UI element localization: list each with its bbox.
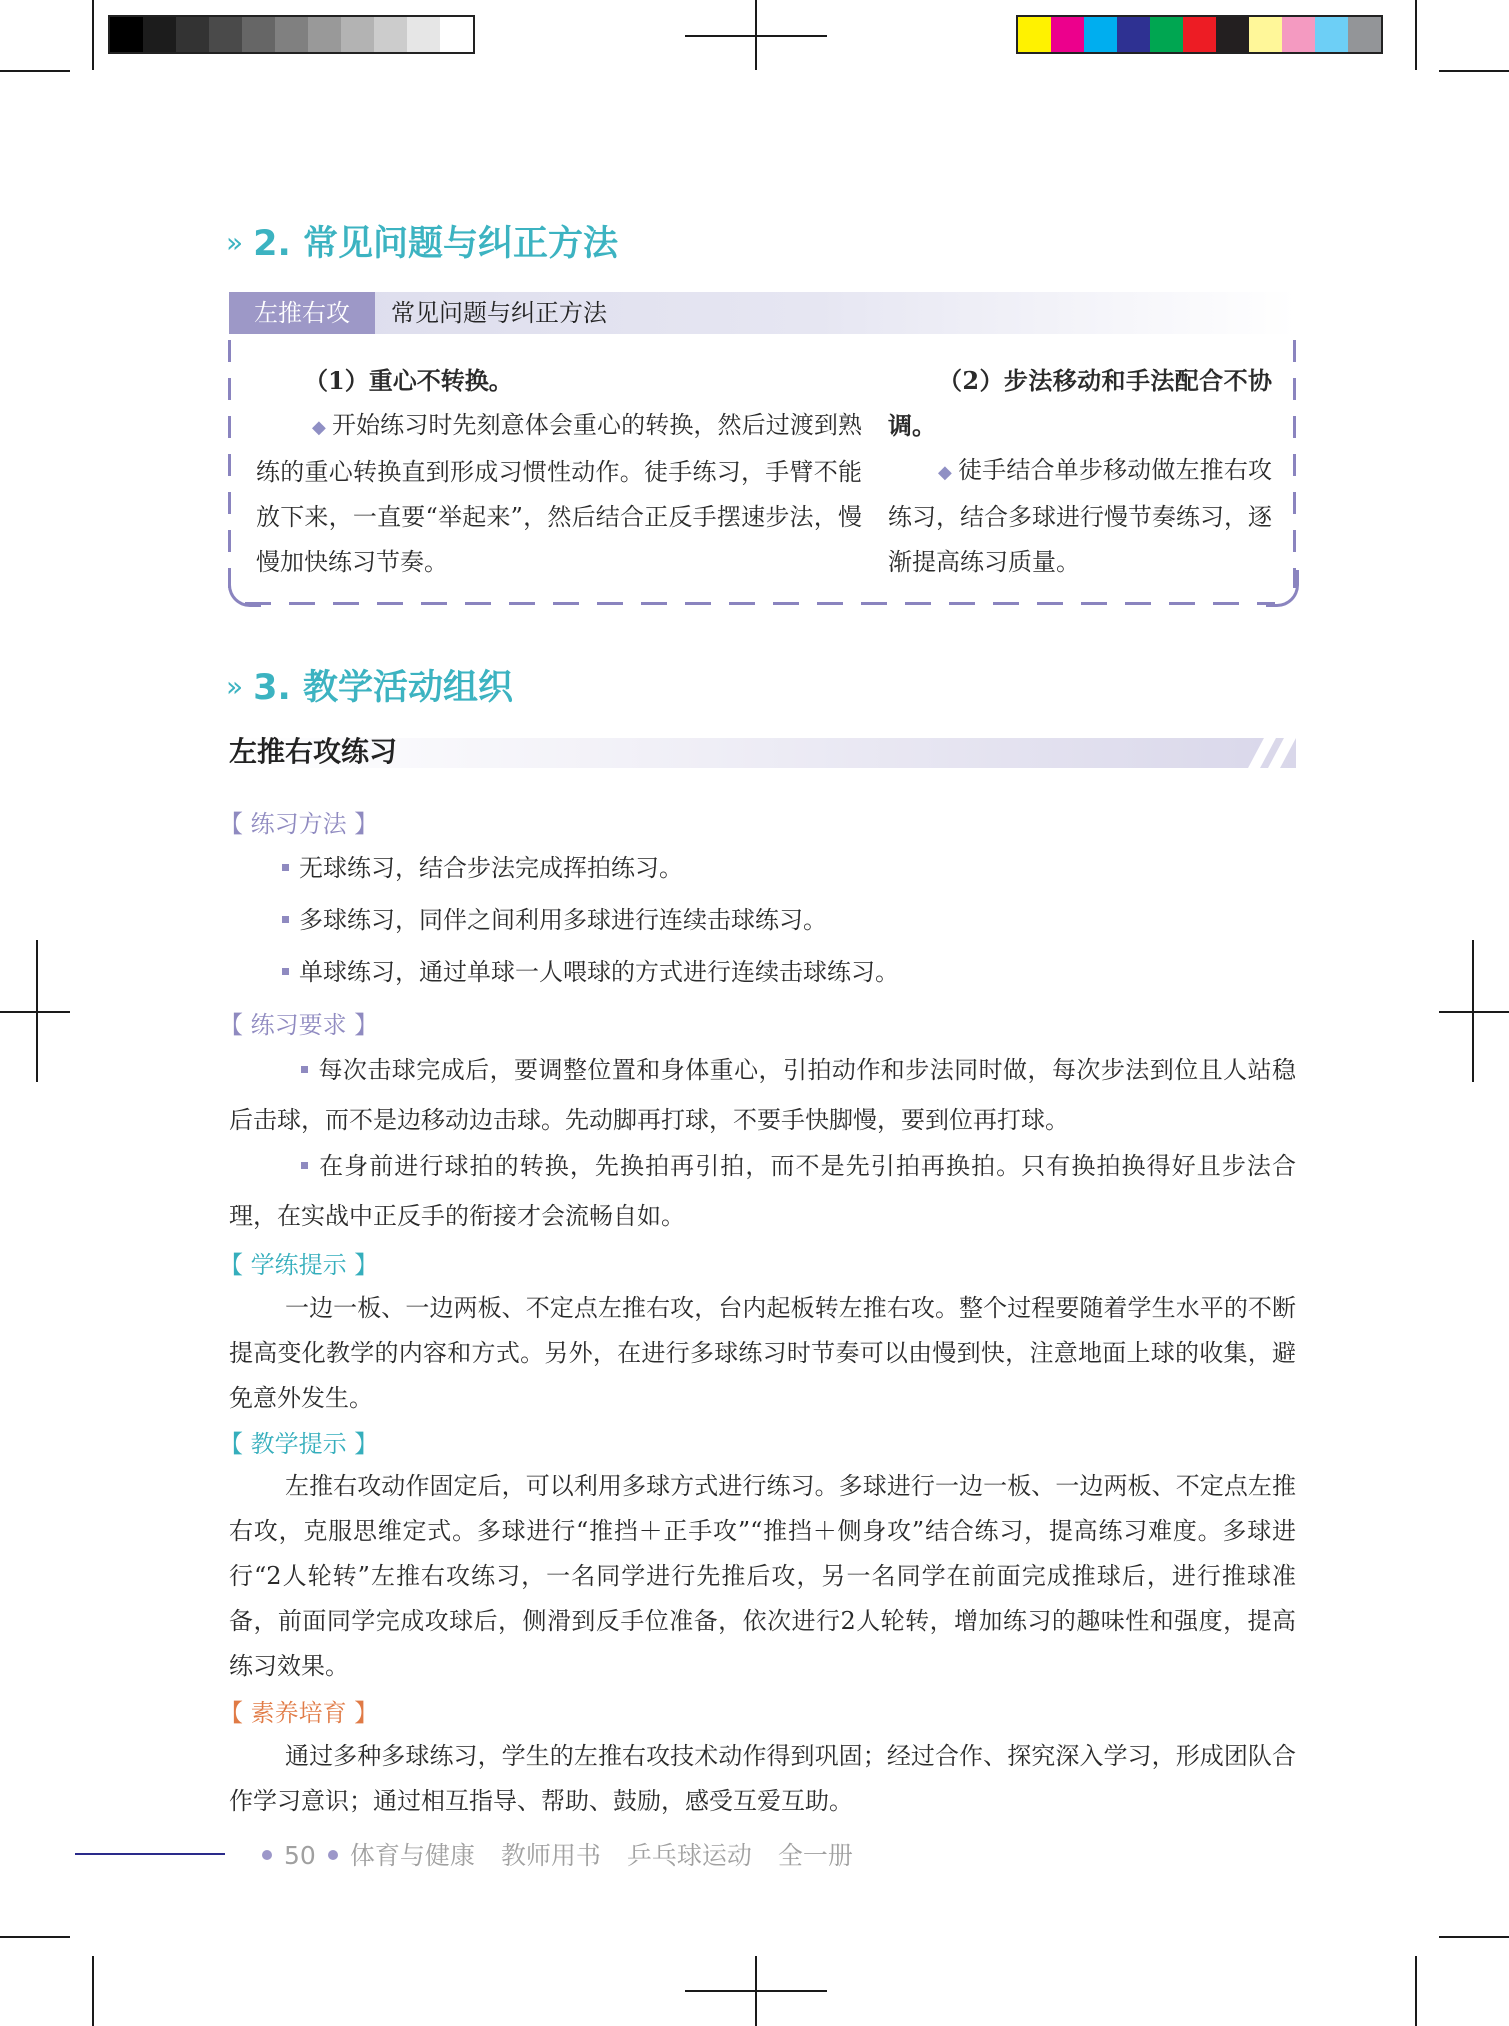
color-swatch [1216,17,1249,52]
study-tip-tag: 【 学练提示 】 [219,1251,379,1279]
gray-swatch [407,17,440,52]
gray-swatch [308,17,341,52]
literacy-text: 通过多种多球练习，学生的左推右攻技术动作得到巩固；经过合作、探究深入学习，形成团队合作学习意识；通过相互指导、帮助、鼓励，感受互爱互助。 [229,1742,1296,1815]
square-bullet-icon [301,1162,308,1169]
chevron-icon: » [226,226,244,259]
diamond-bullet-icon: ◆ [938,462,953,483]
gray-swatch [110,17,143,52]
literacy-tag: 【 素养培育 】 [219,1699,379,1727]
color-swatch [1282,17,1315,52]
footer-subject: 体育与健康 [349,1841,475,1870]
color-swatch [1315,17,1348,52]
problem-right-heading: （2）步法移动和手法配合不协调。 [888,366,1272,440]
color-calibration-bar [1016,15,1383,54]
diamond-bullet-icon: ◆ [312,417,326,438]
color-swatch [1150,17,1183,52]
footer-rule [75,1853,225,1855]
section-3-heading-text: 3. 教学活动组织 [253,668,513,708]
page-footer [250,1836,853,1872]
gray-swatch [242,17,275,52]
method-item: 多球练习，同伴之间利用多球进行连续击球练习。 [282,900,827,935]
color-swatch [1117,17,1150,52]
chevron-icon: » [226,670,244,703]
color-swatch [1051,17,1084,52]
subheading-title: 左推右攻练习 [229,735,398,768]
method-item: 单球练习，通过单球一人喂球的方式进行连续击球练习。 [282,952,899,987]
section-2-heading [226,216,618,266]
study-tip-text: 一边一板、一边两板、不定点左推右攻，台内起板转左推右攻。整个过程要随着学生水平的不断提高变化教学的内容和方式。另外，在进行多球练习时节奏可以由慢到快，注意地面上球的收集，避免意外发生。 [229,1294,1296,1412]
method-item: 无球练习，结合步法完成挥拍练习。 [282,848,683,883]
footer-book-type: 教师用书 [500,1841,601,1870]
requirement-item: 在身前进行球拍的转换，先换拍再引拍，而不是先引拍再换拍。只有换拍换得好且步法合理，在实战中正反手的衔接才会流畅自如。 [229,1152,1296,1230]
teaching-tip-text: 左推右攻动作固定后，可以利用多球方式进行练习。多球进行一边一板、一边两板、不定点左推右攻，克服思维定式。多球进行“推挡＋正手攻”“推挡＋侧身攻”结合练习，提高练习难度。多球进行“2人轮转”左推右攻练习，一名同学进行先推后攻，另一名同学在前面完成推球后，进行推球准备，前面同学完成攻球后，侧滑到反手位准备，依次进行2人轮转，增加练习的趣味性和强度，提高练习效果。 [229,1472,1296,1680]
requirement-tag: 【 练习要求 】 [219,1011,379,1039]
requirement-item: 每次击球完成后，要调整位置和身体重心，引拍动作和步法同时做，每次步法到位且人站稳后击球，而不是边移动边击球。先动脚再打球，不要手快脚慢，要到位再打球。 [229,1056,1296,1134]
footer-dot-icon [328,1850,338,1860]
problem-right-column [888,358,1272,585]
gray-swatch [374,17,407,52]
color-swatch [1249,17,1282,52]
problem-left-heading: （1）重心不转换。 [304,366,513,395]
grayscale-calibration-bar [108,15,475,54]
teaching-tip-tag: 【 教学提示 】 [219,1430,379,1458]
problem-box-header [229,292,1296,334]
section-2-heading-text: 2. 常见问题与纠正方法 [253,224,618,264]
page-number: 50 [284,1841,316,1870]
gray-swatch [209,17,242,52]
box-tag: 左推右攻 [229,292,375,334]
square-bullet-icon [301,1066,308,1073]
square-bullet-icon [282,968,289,975]
gray-swatch [341,17,374,52]
footer-topic: 乒乓球运动 [626,1841,752,1870]
method-tag: 【 练习方法 】 [219,810,379,838]
color-swatch [1348,17,1381,52]
color-swatch [1183,17,1216,52]
square-bullet-icon [282,916,289,923]
gray-swatch [143,17,176,52]
section-3-heading [226,660,513,710]
gray-swatch [275,17,308,52]
problem-right-body: 徒手结合单步移动做左推右攻练习，结合多球进行慢节奏练习，逐渐提高练习质量。 [888,456,1273,576]
box-title: 常见问题与纠正方法 [391,299,607,327]
problem-left-body: 开始练习时先刻意体会重心的转换，然后过渡到熟练的重心转换直到形成习惯性动作。徒手练习，手臂不能放下来，一直要“举起来”，然后结合正反手摆速步法，慢慢加快练习节奏。 [256,411,863,576]
footer-dot-icon [262,1850,272,1860]
gray-swatch [176,17,209,52]
problem-left-column [256,358,862,585]
square-bullet-icon [282,864,289,871]
color-swatch [1084,17,1117,52]
footer-volume: 全一册 [777,1841,853,1870]
gray-swatch [440,17,473,52]
color-swatch [1018,17,1051,52]
